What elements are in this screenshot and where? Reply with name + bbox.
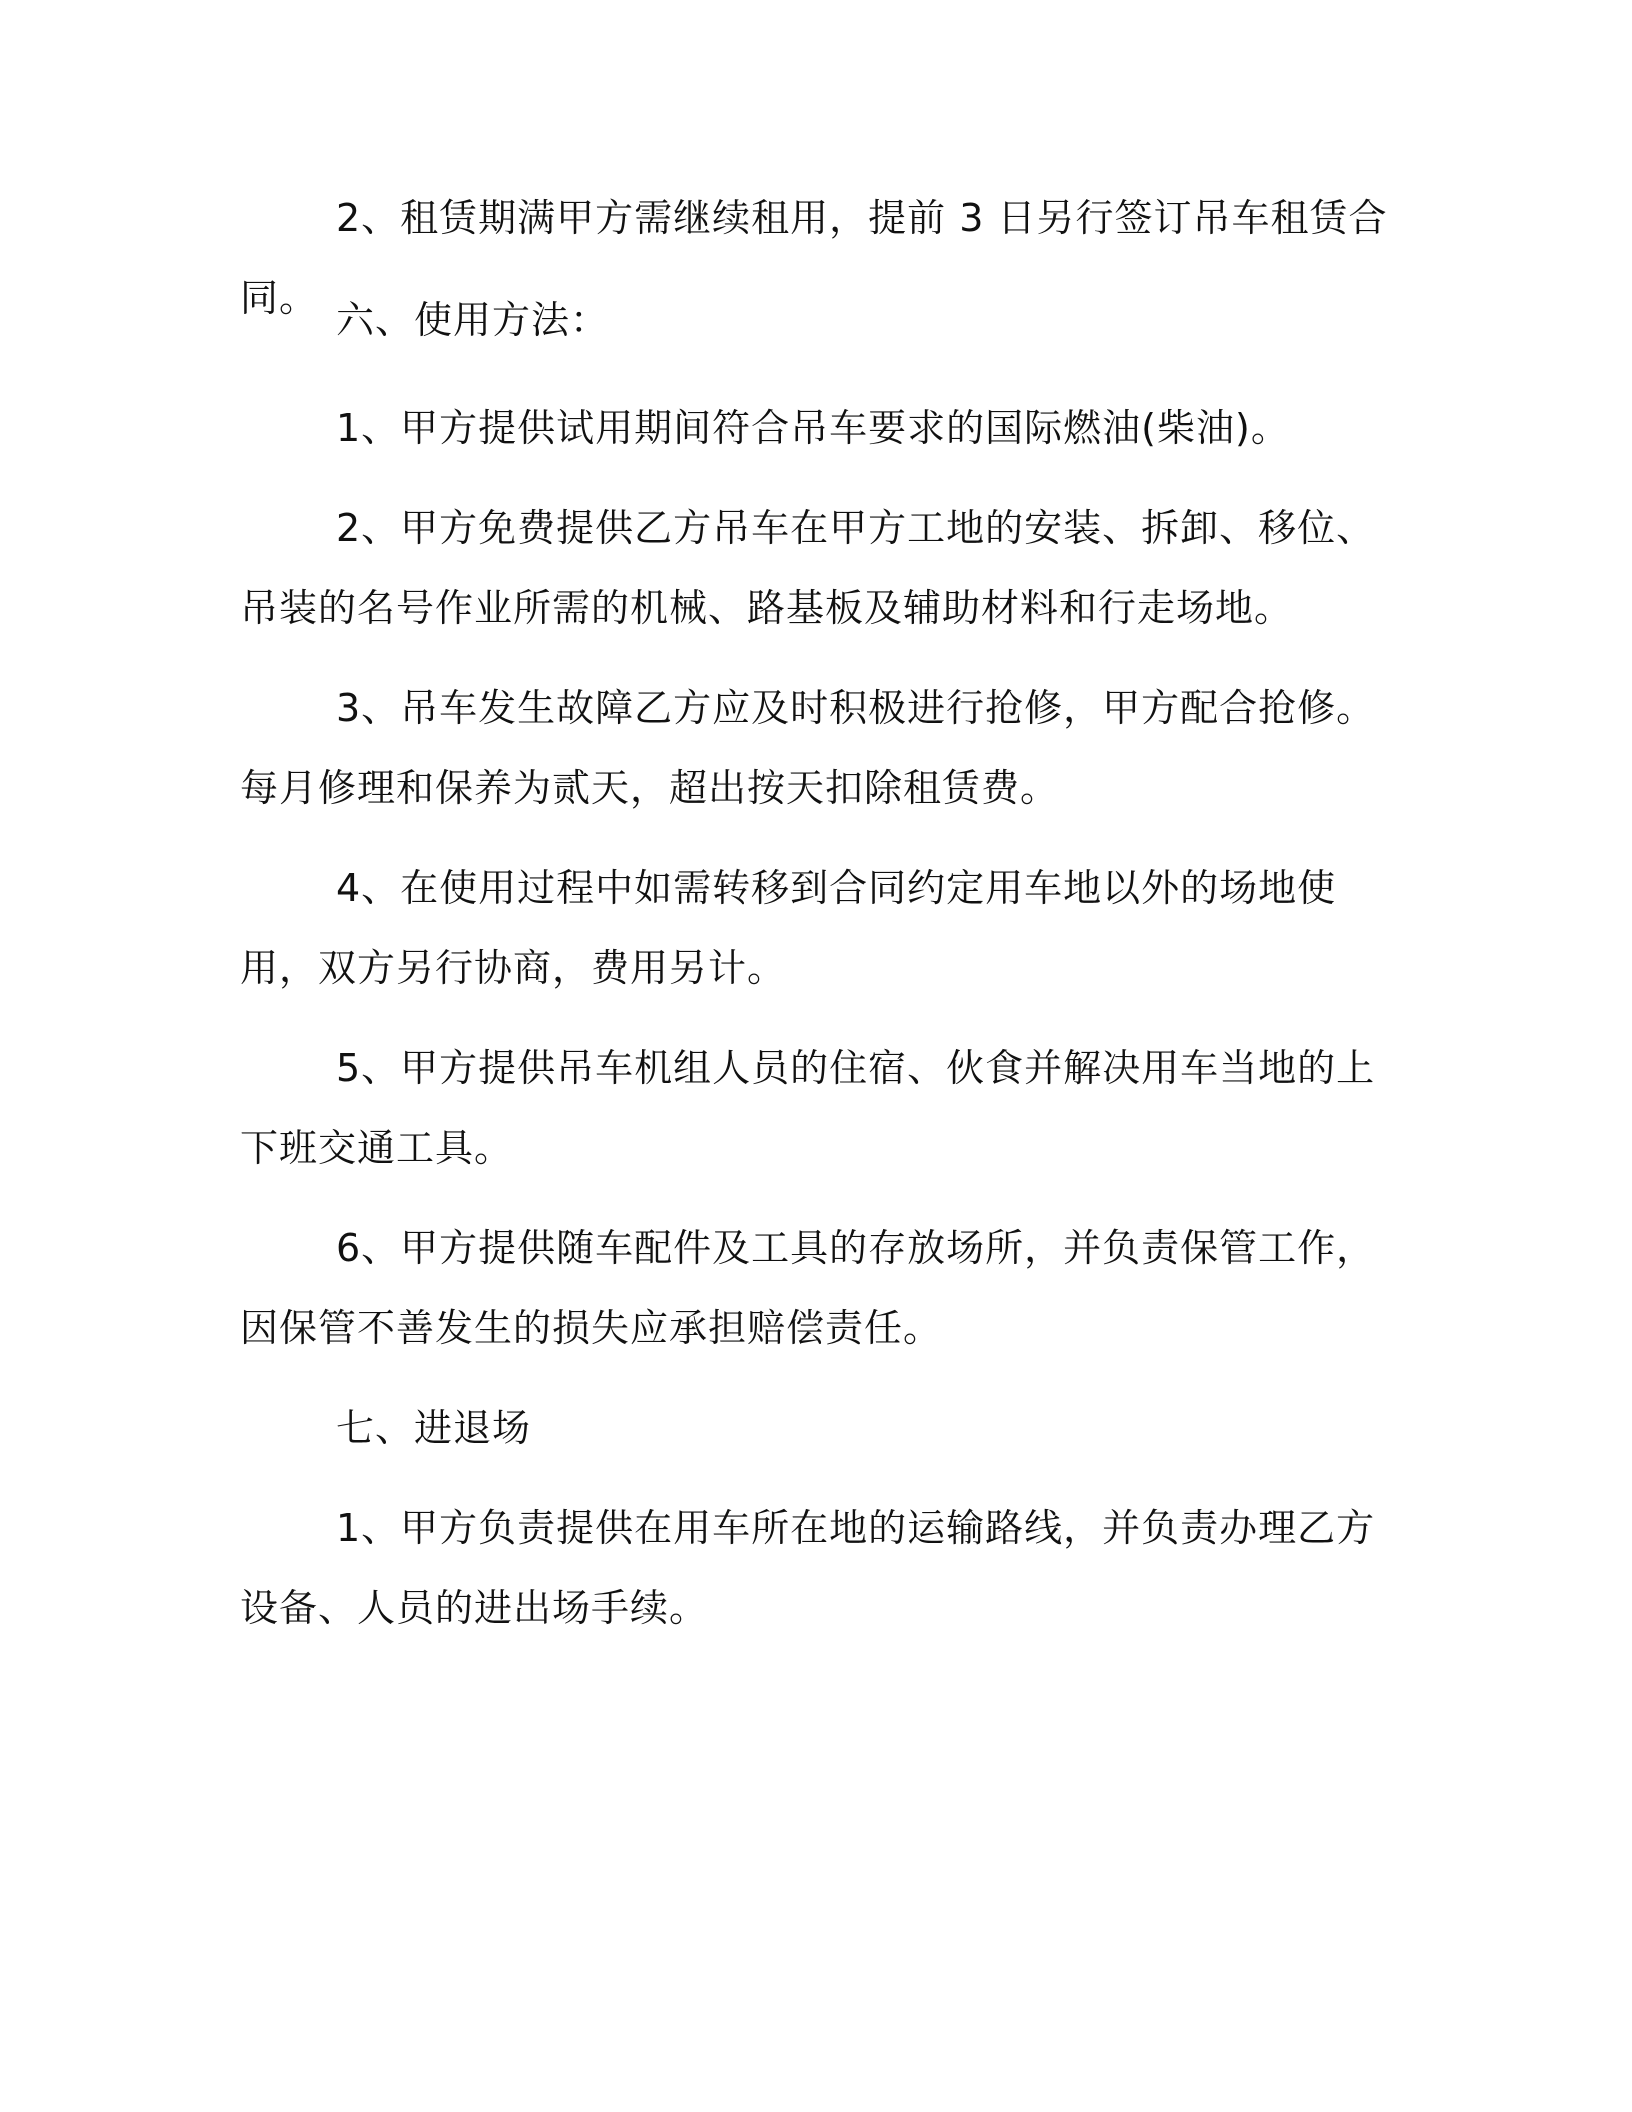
- paragraph-fuel: 1、甲方提供试用期间符合吊车要求的国际燃油(柴油)。: [336, 406, 1290, 450]
- paragraph-installation: 2、甲方免费提供乙方吊车在甲方工地的安装、拆卸、移位、吊装的名号作业所需的机械、路基板及辅助材料和行走场地。: [240, 506, 1376, 630]
- section-heading-usage: 六、使用方法：: [336, 298, 610, 342]
- paragraph-storage: 6、甲方提供随车配件及工具的存放场所，并负责保管工作，因保管不善发生的损失应承担赔偿责任。: [240, 1226, 1376, 1350]
- section-heading-entry-exit: 七、进退场: [336, 1406, 532, 1450]
- paragraph-transport-route: 1、甲方负责提供在用车所在地的运输路线，并负责办理乙方设备、人员的进出场手续。: [240, 1506, 1376, 1630]
- paragraph-repair: 3、吊车发生故障乙方应及时积极进行抢修，甲方配合抢修。每月修理和保养为贰天，超出按天扣除租赁费。: [240, 686, 1376, 810]
- paragraph-lease-renewal: 2、租赁期满甲方需继续租用，提前 3 日另行签订吊车租赁合同。: [240, 196, 1388, 320]
- paragraph-accommodation: 5、甲方提供吊车机组人员的住宿、伙食并解决用车当地的上下班交通工具。: [240, 1046, 1376, 1170]
- paragraph-relocation: 4、在使用过程中如需转移到合同约定用车地以外的场地使用，双方另行协商，费用另计。: [240, 866, 1337, 990]
